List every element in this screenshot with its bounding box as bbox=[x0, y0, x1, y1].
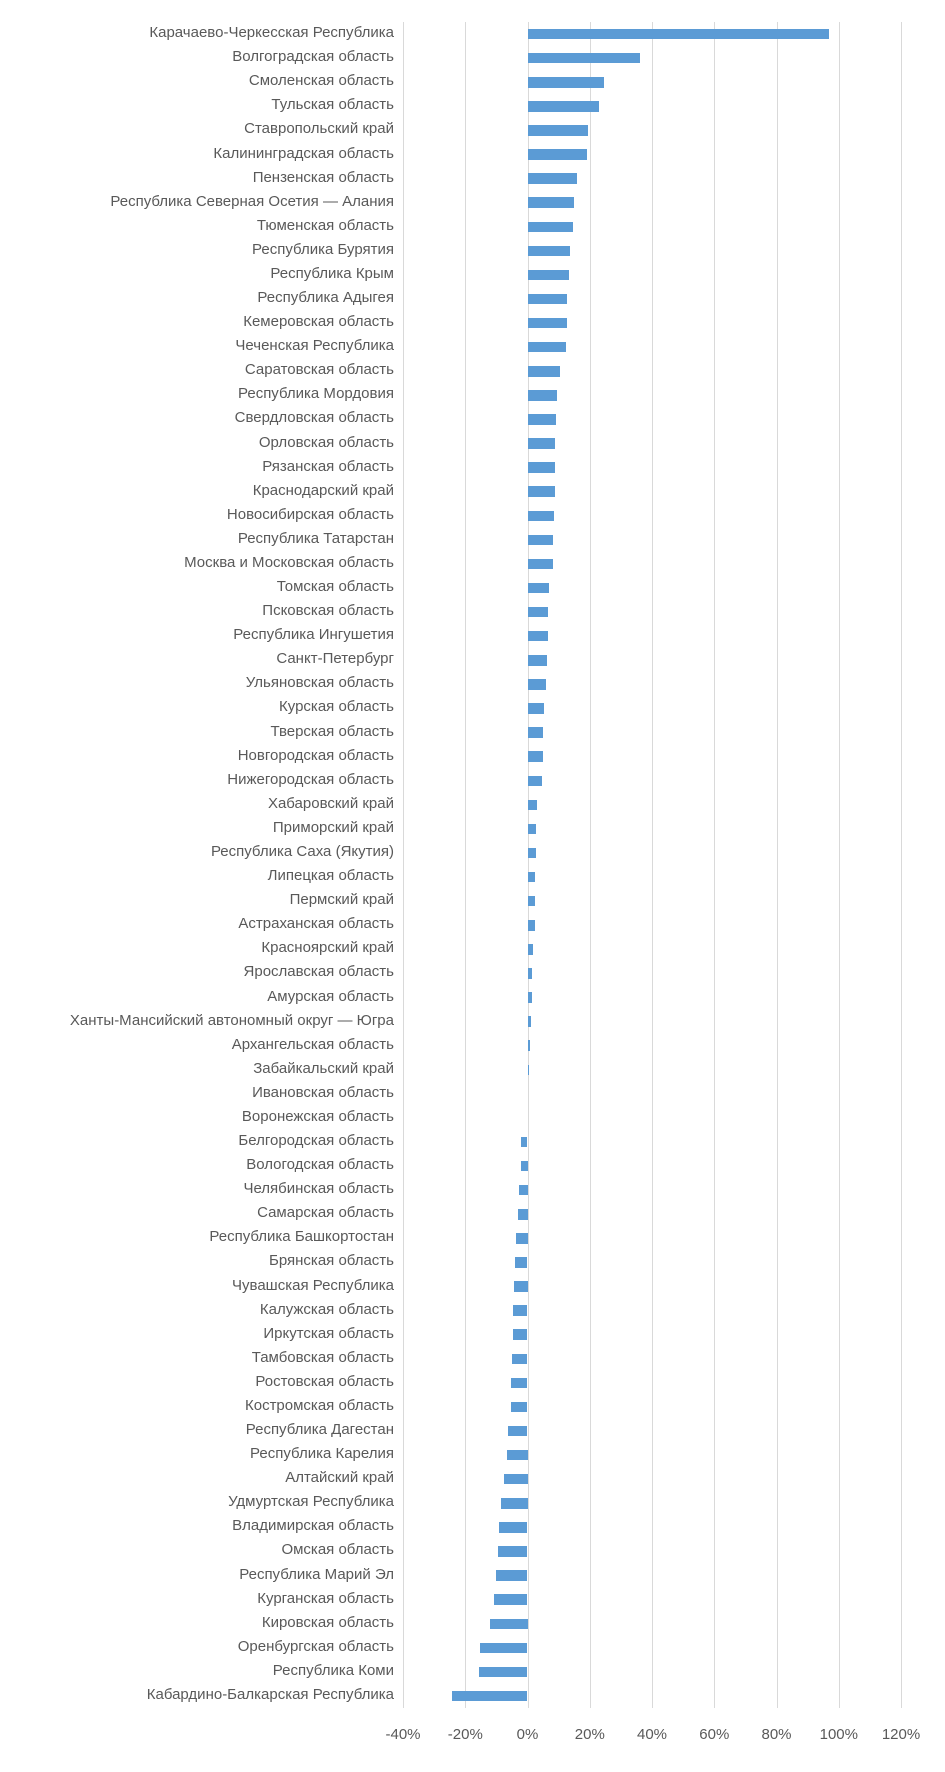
bar bbox=[528, 246, 570, 257]
bar bbox=[528, 920, 536, 931]
category-label: Пензенская область bbox=[252, 168, 394, 186]
category-label: Республика Крым bbox=[270, 264, 394, 282]
category-label: Архангельская область bbox=[231, 1035, 394, 1053]
category-label: Краснодарский край bbox=[252, 481, 394, 499]
category-label: Ярославская область bbox=[243, 963, 394, 981]
bar bbox=[528, 655, 547, 666]
bar bbox=[528, 703, 544, 714]
bar bbox=[528, 800, 537, 811]
bar bbox=[528, 318, 567, 329]
gridline bbox=[590, 22, 591, 1708]
category-label: Новосибирская область bbox=[226, 505, 394, 523]
bar bbox=[528, 222, 574, 233]
category-label: Смоленская область bbox=[248, 72, 394, 90]
category-label: Кабардино-Балкарская Республика bbox=[146, 1686, 394, 1703]
category-label: Удмуртская Республика bbox=[228, 1493, 394, 1511]
category-label: Калужская область bbox=[259, 1300, 394, 1318]
bar bbox=[528, 776, 542, 787]
bar bbox=[528, 173, 578, 184]
category-label: Нижегородская область bbox=[227, 770, 394, 788]
bar bbox=[528, 896, 536, 907]
bar bbox=[528, 872, 536, 883]
category-label: Республика Коми bbox=[272, 1661, 394, 1679]
category-label: Чеченская Республика bbox=[235, 337, 394, 355]
bar bbox=[528, 1040, 531, 1051]
bar bbox=[528, 848, 536, 859]
category-label: Волгоградская область bbox=[232, 48, 394, 66]
category-label: Алтайский край bbox=[285, 1469, 394, 1487]
category-label: Иркутская область bbox=[263, 1324, 394, 1342]
x-axis-tick-label: 100% bbox=[819, 1726, 858, 1743]
gridline bbox=[901, 22, 902, 1708]
x-axis-tick-label: 80% bbox=[761, 1726, 792, 1743]
bar bbox=[511, 1378, 527, 1389]
category-label: Тюменская область bbox=[256, 216, 394, 234]
category-label: Брянская область bbox=[269, 1252, 394, 1270]
bar bbox=[516, 1233, 528, 1244]
category-label: Калининградская область bbox=[213, 144, 394, 162]
gridline bbox=[465, 22, 466, 1708]
category-label: Ульяновская область bbox=[245, 674, 394, 692]
bar bbox=[452, 1691, 528, 1702]
category-label: Владимирская область bbox=[232, 1517, 394, 1535]
bar bbox=[528, 342, 566, 353]
category-label: Тульская область bbox=[271, 96, 394, 114]
category-label: Республика Татарстан bbox=[237, 529, 394, 547]
bar bbox=[507, 1450, 528, 1461]
category-label: Хабаровский край bbox=[267, 794, 394, 812]
gridline bbox=[714, 22, 715, 1708]
category-label: Республика Адыгея bbox=[257, 289, 394, 306]
category-label: Курганская область bbox=[257, 1589, 394, 1607]
bar bbox=[515, 1257, 528, 1268]
category-label: Томская область bbox=[276, 578, 394, 595]
bar bbox=[528, 438, 556, 449]
bar bbox=[528, 992, 532, 1003]
bar bbox=[498, 1546, 527, 1557]
bar bbox=[528, 607, 549, 618]
bar bbox=[512, 1354, 527, 1365]
category-label: Ивановская область bbox=[252, 1083, 394, 1101]
bar bbox=[508, 1426, 527, 1437]
category-label: Свердловская область bbox=[234, 409, 394, 427]
category-label: Челябинская область bbox=[243, 1180, 394, 1198]
category-label: Пермский край bbox=[289, 891, 394, 909]
category-label: Республика Саха (Якутия) bbox=[210, 843, 394, 860]
category-label: Республика Бурятия bbox=[252, 240, 394, 258]
bar bbox=[514, 1281, 528, 1292]
category-label: Курская область bbox=[279, 698, 394, 716]
bar bbox=[513, 1329, 528, 1340]
category-label: Карачаево-Черкесская Республика bbox=[149, 24, 394, 41]
category-label: Республика Карелия bbox=[250, 1445, 394, 1463]
category-label: Республика Башкортостан bbox=[209, 1228, 394, 1246]
bar bbox=[521, 1137, 527, 1148]
x-axis-tick-label: 120% bbox=[881, 1726, 921, 1743]
bar bbox=[528, 751, 543, 762]
bar bbox=[528, 462, 555, 473]
category-label: Орловская область bbox=[258, 433, 394, 451]
bar bbox=[528, 631, 548, 642]
gridline bbox=[652, 22, 653, 1708]
bar bbox=[528, 824, 536, 835]
x-axis-tick-label: -40% bbox=[385, 1726, 421, 1743]
bar bbox=[480, 1643, 528, 1654]
category-label: Костромская область bbox=[244, 1396, 394, 1414]
category-label: Саратовская область bbox=[244, 361, 394, 379]
category-label: Астраханская область bbox=[238, 915, 394, 933]
bar bbox=[528, 727, 544, 738]
gridline bbox=[839, 22, 840, 1708]
bar bbox=[528, 679, 547, 690]
bar bbox=[479, 1667, 528, 1678]
category-label: Красноярский край bbox=[261, 939, 394, 957]
category-label: Чувашская Республика bbox=[232, 1276, 394, 1294]
bar bbox=[504, 1474, 528, 1485]
bar bbox=[528, 101, 600, 112]
bar bbox=[528, 53, 640, 64]
category-label: Кировская область bbox=[261, 1613, 394, 1631]
category-label: Оренбургская область bbox=[237, 1637, 394, 1655]
gridline bbox=[403, 22, 404, 1708]
bar bbox=[528, 125, 588, 136]
category-label: Рязанская область bbox=[262, 457, 394, 475]
bar bbox=[528, 29, 830, 40]
category-label: Вологодская область bbox=[246, 1156, 394, 1174]
category-label: Воронежская область bbox=[241, 1107, 394, 1125]
bar bbox=[528, 149, 588, 160]
bar bbox=[528, 486, 555, 497]
category-label: Псковская область bbox=[262, 602, 394, 620]
bar bbox=[511, 1402, 528, 1413]
gridline bbox=[777, 22, 778, 1708]
category-label: Кемеровская область bbox=[243, 313, 394, 331]
bar bbox=[528, 1065, 530, 1076]
category-label: Республика Дагестан bbox=[245, 1421, 394, 1438]
category-label: Забайкальский край bbox=[253, 1059, 394, 1077]
category-label: Белгородская область bbox=[238, 1132, 394, 1149]
bar bbox=[519, 1185, 528, 1196]
category-label: Республика Северная Осетия — Алания bbox=[110, 192, 394, 210]
bar bbox=[528, 535, 554, 546]
bar bbox=[494, 1594, 527, 1605]
category-label: Республика Марий Эл bbox=[239, 1565, 394, 1583]
bar bbox=[513, 1305, 527, 1316]
category-label: Липецкая область bbox=[267, 867, 394, 884]
bar bbox=[528, 968, 533, 979]
category-label: Тамбовская область bbox=[251, 1348, 394, 1366]
category-label: Омская область bbox=[281, 1541, 394, 1559]
category-label: Республика Ингушетия bbox=[233, 626, 394, 644]
category-label: Приморский край bbox=[272, 818, 394, 836]
x-axis-tick-label: 20% bbox=[574, 1726, 605, 1743]
category-label: Москва и Московская область bbox=[184, 553, 394, 571]
bar bbox=[528, 366, 560, 377]
bar bbox=[521, 1161, 528, 1172]
bar bbox=[528, 197, 575, 208]
category-label: Самарская область bbox=[257, 1204, 394, 1222]
x-axis-tick-label: 60% bbox=[699, 1726, 730, 1743]
bar bbox=[528, 944, 533, 955]
category-label: Тверская область bbox=[270, 722, 394, 740]
category-label: Республика Мордовия bbox=[238, 385, 394, 403]
bar bbox=[490, 1619, 528, 1630]
category-label: Ставропольский край bbox=[244, 120, 394, 138]
bar bbox=[496, 1570, 527, 1581]
x-axis-tick-label: 0% bbox=[516, 1726, 539, 1743]
bar bbox=[528, 1016, 532, 1027]
x-axis-tick-label: 40% bbox=[636, 1726, 668, 1743]
bar bbox=[528, 414, 557, 425]
bar bbox=[499, 1522, 527, 1533]
bar bbox=[518, 1209, 528, 1220]
category-label: Санкт-Петербург bbox=[276, 650, 394, 668]
x-axis-tick-label: -20% bbox=[447, 1726, 483, 1743]
category-label: Амурская область bbox=[267, 987, 394, 1005]
bar bbox=[528, 559, 553, 570]
category-label: Ростовская область bbox=[255, 1372, 394, 1390]
bar bbox=[501, 1498, 528, 1509]
bar bbox=[528, 511, 555, 522]
bar bbox=[528, 270, 570, 281]
category-label: Ханты-Мансийский автономный округ — Югра bbox=[69, 1011, 394, 1029]
bar bbox=[528, 77, 604, 88]
bar bbox=[528, 390, 557, 401]
bar bbox=[528, 294, 568, 305]
bar bbox=[528, 583, 550, 594]
category-label: Новгородская область bbox=[237, 746, 394, 764]
